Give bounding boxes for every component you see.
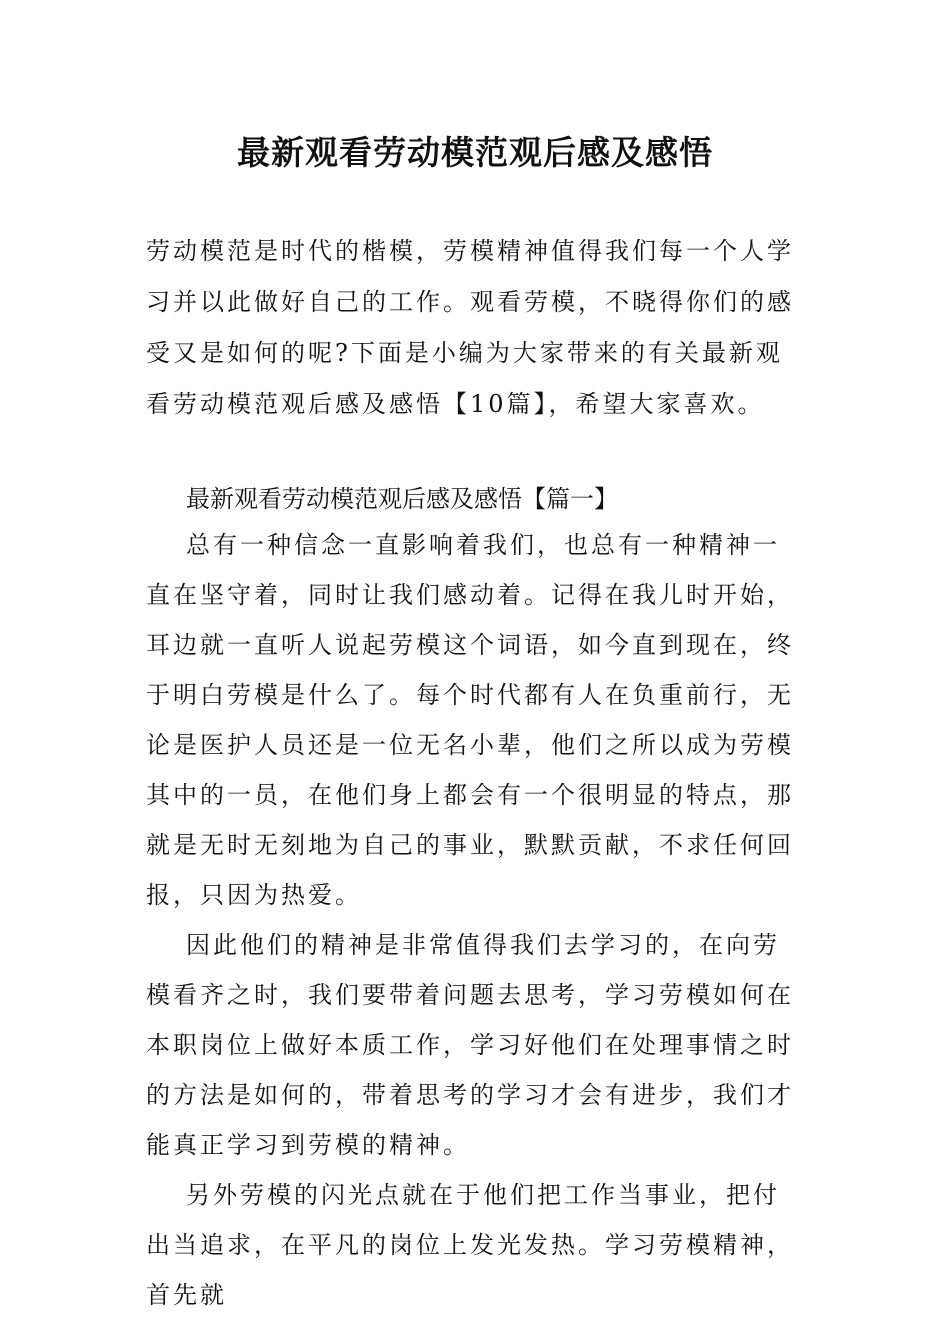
body-paragraph: 另外劳模的闪光点就在于他们把工作当事业，把付出当追求，在平凡的岗位上发光发热。学习劳模精神，首先就 (146, 1181, 794, 1309)
document-title: 最新观看劳动模范观后感及感悟 (237, 133, 713, 172)
intro-paragraph: 劳动模范是时代的楷模，劳模精神值得我们每一个人学习并以此做好自己的工作。观看劳模，不晓得你们的感受又是如何的呢?下面是小编为大家带来的有关最新观看劳动模范观后感及感悟【10篇】，希望大家喜欢。 (146, 237, 794, 418)
body-paragraph: 总有一种信念一直影响着我们，也总有一种精神一直在坚守着，同时让我们感动着。记得在我儿时开始，耳边就一直听人说起劳模这个词语，如今直到现在，终于明白劳模是什么了。每个时代都有人在负重前行，无论是医护人员还是一位无名小辈，他们之所以成为劳模其中的一员，在他们身上都会有一个很明显的特点，那就是无时无刻地为自己的事业，默默贡献，不求任何回报，只因为热爱。 (146, 531, 794, 909)
body-paragraph: 因此他们的精神是非常值得我们去学习的，在向劳模看齐之时，我们要带着问题去思考，学习劳模如何在本职岗位上做好本质工作，学习好他们在处理事情之时的方法是如何的，带着思考的学习才会有进步，我们才能真正学习到劳模的精神。 (146, 931, 794, 1159)
body-text (146, 520, 806, 1320)
section-heading: 最新观看劳动模范观后感及感悟【篇一】 (186, 485, 618, 513)
